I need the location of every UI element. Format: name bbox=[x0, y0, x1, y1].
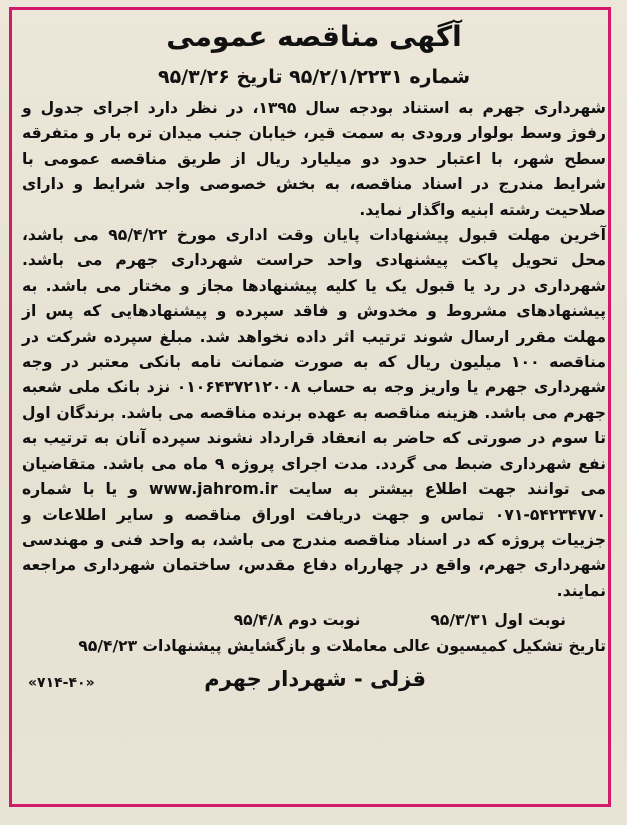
notice-title: آگهی مناقصه عمومی bbox=[166, 20, 462, 53]
contact-text: و یا با شماره ۵۴۲۳۴۷۷۰-۰۷۱ تماس و جهت دریافت اوراق مناقصه و سایر اطلاعات و جزییات پروژه که در اسناد مناقصه مندرج می باشد، به واحد فنی و مهندسی شهرداری جهرم، واقع در چهارراه دفاع مقدس، ساختمان شهرداری مراجعه نمایند. bbox=[22, 480, 606, 600]
ad-code: «۷۱۴-۴۰» bbox=[28, 675, 95, 692]
notice-body bbox=[22, 18, 606, 701]
terms-text: آخرین مهلت قبول پیشنهادات پایان وقت اداری مورخ ۹۵/۴/۲۲ می باشد، محل تحویل پاکت پیشنهادی واحد حراست شهرداری جهرم می باشد. شهرداری در رد یا قبول یک یا کلیه پیشنهادها مجاز و مختار می باشد. به پیشنهادهای مشروط و مخدوش و فاقد سپرده و پیشنهادهایی که پس از مهلت مقرر ارسال شوند ترتیب اثر داده نخواهد شد. مبلغ سپرده شرکت در مناقصه ۱۰۰ میلیون ریال که به صورت ضمانت نامه بانکی معتبر در وجه شهرداری جهرم یا واریز وجه به حساب ۰۱۰۶۴۳۷۲۱۲۰۰۸ نزد بانک ملی شعبه جهرم می باشد. هزینه مناقصه به عهده برنده مناقصه می باشد. برندگان اول تا سوم در صورتی که حاضر به انعقاد قرارداد نشوند سپرده آنان به ترتیب به نفع شهرداری ضبط می گردد. مدت اجرای پروژه ۹ ماه می باشد. متقاضیان می توانند جهت اطلاع بیشتر به سایت bbox=[22, 226, 606, 499]
website-link[interactable]: www.jahrom.ir bbox=[148, 480, 278, 499]
round-second: نوبت دوم ۹۵/۴/۸ bbox=[233, 611, 361, 630]
paragraph-terms bbox=[22, 223, 606, 604]
notice-footer bbox=[22, 665, 606, 701]
commission-date: تاریخ تشکیل کمیسیون عالی معاملات و بازگشایش پیشنهادات ۹۵/۴/۲۳ bbox=[78, 637, 606, 656]
paragraph-intro: شهرداری جهرم به استناد بودجه سال ۱۳۹۵، در نظر دارد اجرای جدول و رفوژ وسط بولوار ورودی به سمت قیر، خیابان جنب میدان تره بار و متفرقه سطح شهر، با اعتبار حدود دو میلیارد ریال از طریق مناقصه عمومی با شرایط مندرج در اسناد مناقصه، به بخش خصوصی واجد شرایط و دارای صلاحیت رشته ابنیه واگذار نماید. bbox=[22, 99, 606, 219]
round-first: نوبت اول ۹۵/۳/۳۱ bbox=[430, 611, 566, 630]
publication-rounds bbox=[22, 608, 606, 632]
notice-number-date: شماره ۹۵/۲/۱/۲۲۳۱ تاریخ ۹۵/۳/۲۶ bbox=[157, 66, 471, 88]
mayor-signature: قزلی - شهردار جهرم bbox=[204, 667, 426, 692]
